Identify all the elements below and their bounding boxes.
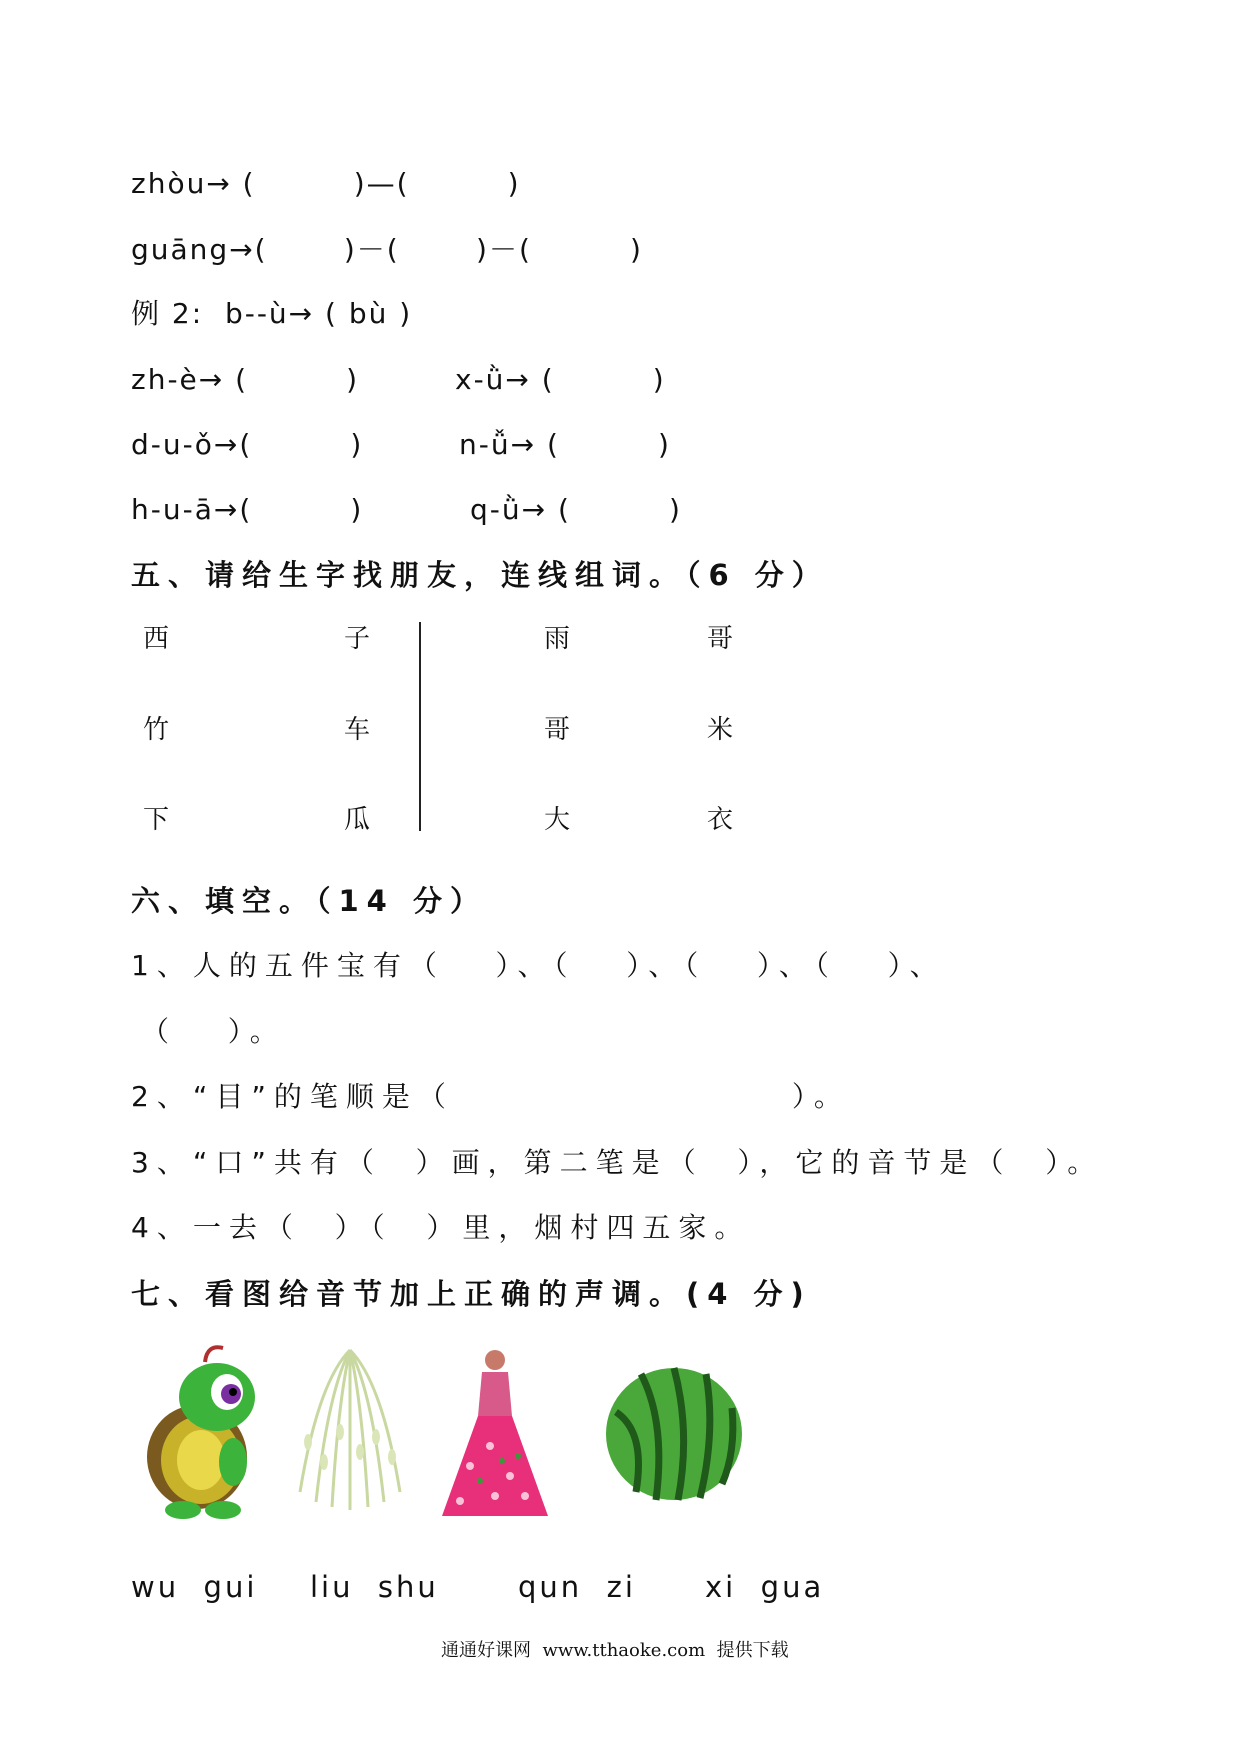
example-2-line: 例 2: b--ù→ ( bù ): [131, 297, 413, 330]
match-char[interactable]: 车: [344, 715, 371, 745]
pinyin-line-zhe: zh-è→ ( ): [131, 363, 360, 396]
match-char[interactable]: 竹: [143, 715, 170, 745]
question-1-line-2: （ ）。: [141, 1015, 286, 1048]
question-3: 3、“口”共有（ ）画，第二笔是（ ），它的音节是（ ）。: [131, 1146, 1104, 1179]
pinyin-line-qu: q-ǜ→ ( ): [470, 493, 682, 526]
match-char[interactable]: 西: [143, 624, 170, 654]
match-char[interactable]: 哥: [707, 624, 734, 654]
match-char[interactable]: 哥: [544, 715, 571, 745]
match-char[interactable]: 米: [707, 715, 734, 745]
section-5-heading: 五、请给生字找朋友，连线组词。（6 分）: [131, 558, 829, 592]
pinyin-line-zhou: zhòu→ ( )—( ): [131, 167, 521, 200]
footer-text: 通通好课网 www.tthaoke.com 提供下载: [441, 1640, 789, 1661]
match-char[interactable]: 瓜: [344, 805, 371, 835]
question-1-line-1: 1、人的五件宝有（ ）、（ ）、（ ）、（ ）、: [131, 949, 946, 982]
pinyin-line-xu: x-ǜ→ ( ): [455, 363, 666, 396]
dress-icon: [440, 1346, 550, 1522]
section-7-heading: 七、看图给音节加上正确的声调。(4 分): [131, 1277, 812, 1311]
pinyin-line-guang: guāng→( )－( )－( ): [131, 233, 643, 266]
match-char[interactable]: 下: [143, 805, 170, 835]
question-2: 2、“目”的笔顺是（ ）。: [131, 1080, 850, 1113]
watermelon-icon: [596, 1352, 754, 1522]
match-char[interactable]: 衣: [707, 805, 734, 835]
match-char[interactable]: 子: [344, 624, 371, 654]
pinyin-line-nu: n-ǚ→ ( ): [459, 428, 671, 461]
pinyin-label: xi gua: [705, 1570, 825, 1604]
match-char[interactable]: 雨: [544, 624, 571, 654]
willow-icon: [288, 1342, 412, 1514]
pinyin-line-hua: h-u-ā→( ): [131, 493, 364, 526]
pinyin-line-duo: d-u-ǒ→( ): [131, 428, 364, 461]
pinyin-label: qun zi: [518, 1570, 636, 1604]
pinyin-label: wu gui: [131, 1570, 258, 1604]
match-char[interactable]: 大: [544, 805, 571, 835]
question-4: 4、一去（ ）（ ）里，烟村四五家。: [131, 1211, 751, 1244]
column-divider: [419, 622, 421, 831]
section-6-heading: 六、填空。（14 分）: [131, 884, 487, 918]
turtle-icon: [135, 1342, 267, 1522]
pinyin-label: liu shu: [310, 1570, 439, 1604]
